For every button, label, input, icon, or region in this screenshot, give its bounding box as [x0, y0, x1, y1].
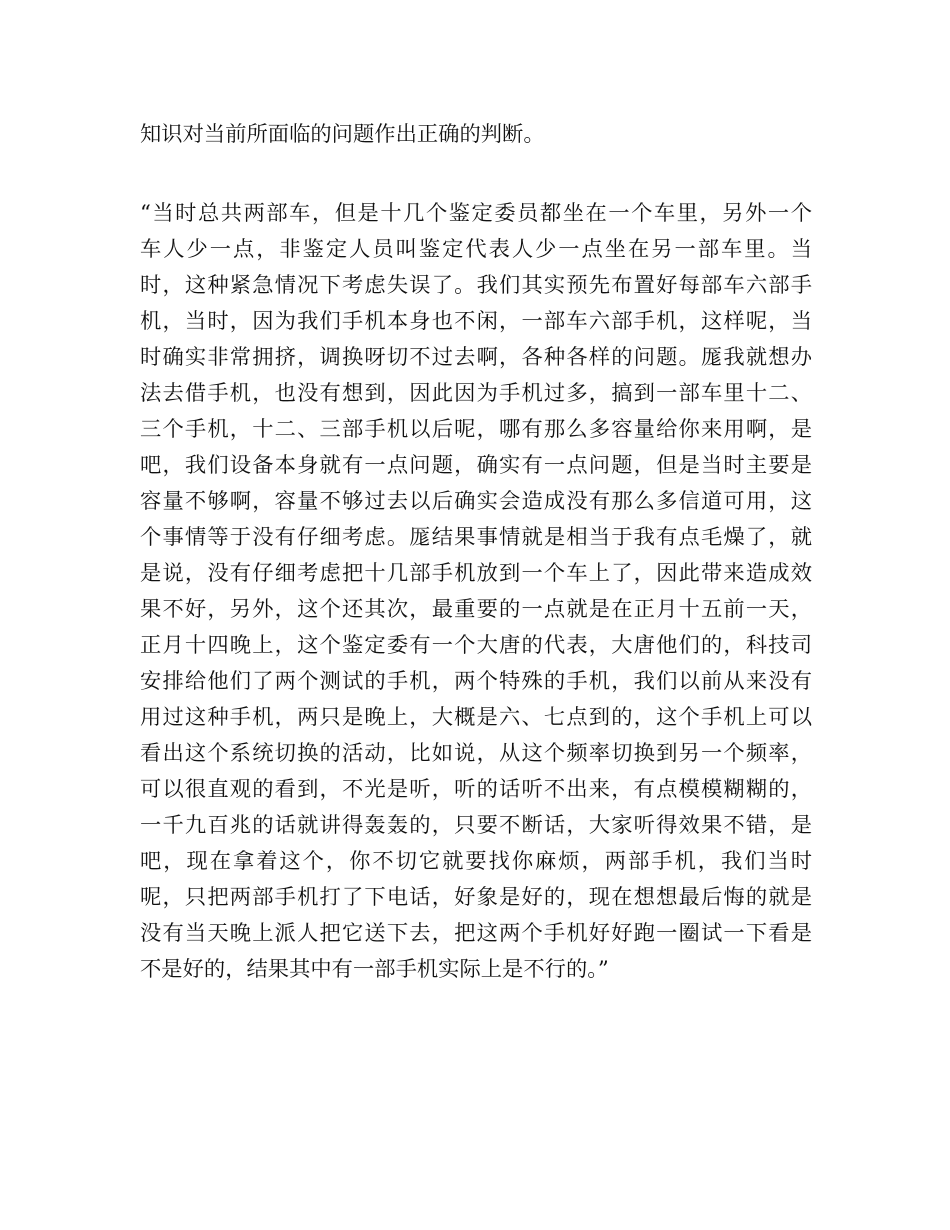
paragraph-2-line: 看出这个系统切换的活动，比如说，从这个频率切换到另一个频率， — [140, 741, 812, 766]
paragraph-2-line: 正月十四晚上，这个鉴定委有一个大唐的代表，大唐他们的，科技司 — [140, 633, 812, 658]
paragraph-2-line: 用过这种手机，两只是晚上，大概是六、七点到的，这个手机上可以 — [140, 705, 812, 730]
paragraph-2-line: 呢，只把两部手机打了下电话，好象是好的，现在想想最后悔的就是 — [140, 885, 812, 910]
paragraph-2-line: 一千九百兆的话就讲得轰轰的，只要不断话，大家听得效果不错，是 — [140, 813, 812, 838]
paragraph-1-line: 知识对当前所面临的问题作出正确的判断。 — [140, 122, 545, 147]
paragraph-2-line: 可以很直观的看到，不光是听，听的话听不出来，有点模模糊糊的， — [140, 777, 812, 802]
paragraph-2-line: 三个手机，十二、三部手机以后呢，哪有那么多容量给你来用啊，是 — [140, 417, 812, 442]
paragraph-2-line: 时，这种紧急情况下考虑失误了。我们其实预先布置好每部车六部手 — [140, 273, 812, 298]
paragraph-2-line: 车人少一点，非鉴定人员叫鉴定代表人少一点坐在另一部车里。当 — [140, 237, 812, 262]
paragraph-2-line: 法去借手机，也没有想到，因此因为手机过多，搞到一部车里十二、 — [140, 381, 812, 406]
paragraph-2-line: 安排给他们了两个测试的手机，两个特殊的手机，我们以前从来没有 — [140, 669, 812, 694]
paragraph-2-line: “当时总共两部车，但是十几个鉴定委员都坐在一个车里，另外一个 — [140, 201, 812, 226]
paragraph-2-line: 容量不够啊，容量不够过去以后确实会造成没有那么多信道可用，这 — [140, 489, 812, 514]
paragraph-2-line: 没有当天晚上派人把它送下去，把这两个手机好好跑一圈试一下看是 — [140, 921, 812, 946]
paragraph-2-line: 吧，现在拿着这个，你不切它就要找你麻烦，两部手机，我们当时 — [140, 849, 812, 874]
paragraph-2-line: 是说，没有仔细考虑把十几部手机放到一个车上了，因此带来造成效 — [140, 561, 812, 586]
paragraph-2-line: 不是好的，结果其中有一部手机实际上是不行的。” — [140, 957, 609, 982]
paragraph-2-line: 吧，我们设备本身就有一点问题，确实有一点问题，但是当时主要是 — [140, 453, 812, 478]
paragraph-2-line: 机，当时，因为我们手机本身也不闲，一部车六部手机，这样呢，当 — [140, 309, 812, 334]
paragraph-2-line: 个事情等于没有仔细考虑。厖结果事情就是相当于我有点毛燥了，就 — [140, 525, 812, 550]
paragraph-2-line: 时确实非常拥挤，调换呀切不过去啊，各种各样的问题。厖我就想办 — [140, 345, 812, 370]
paragraph-2-line: 果不好，另外，这个还其次，最重要的一点就是在正月十五前一天， — [140, 597, 812, 622]
